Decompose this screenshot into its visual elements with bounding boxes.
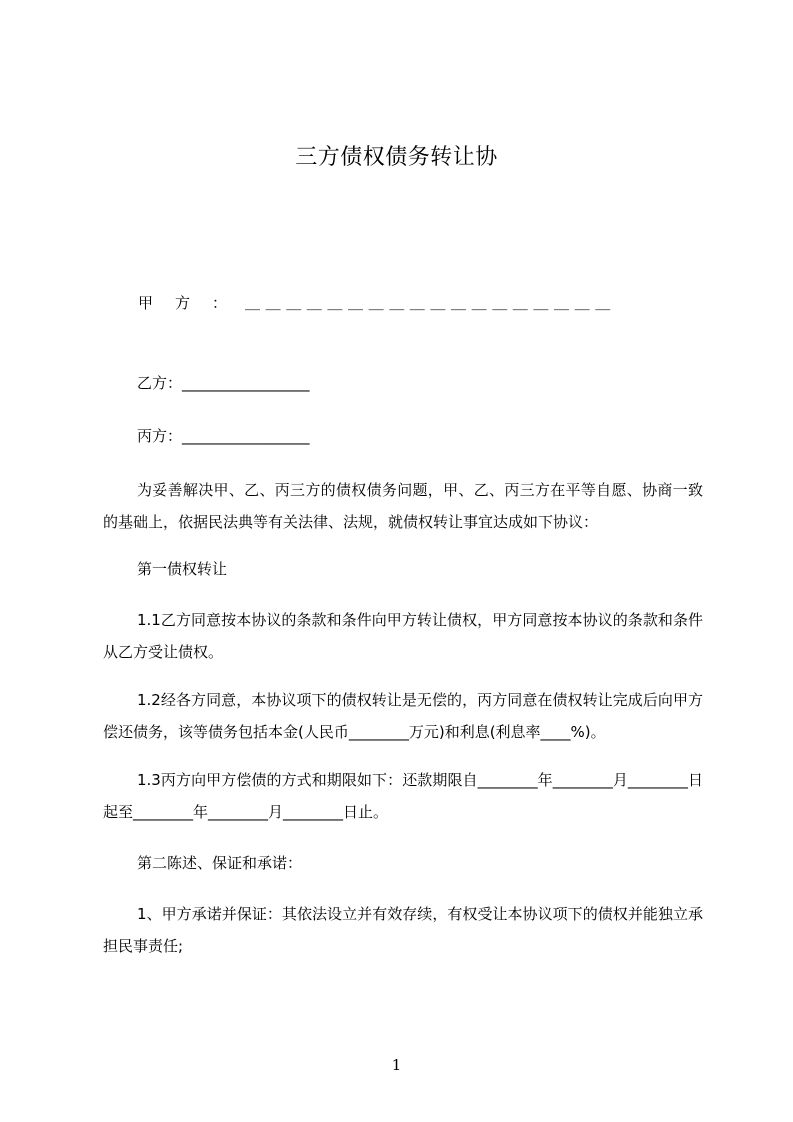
document-title: 三方债权债务转让协 [295, 145, 498, 170]
party-jia-char-2: 方 [175, 294, 191, 312]
party-jia-blank [245, 292, 705, 313]
section2-heading: 第二陈述、保证和承诺： [137, 854, 303, 872]
party-bing-line: 丙方：_________________ [137, 427, 310, 445]
party-jia-blank-text: ＿＿＿＿＿＿＿＿＿＿＿＿＿＿＿＿＿＿ [245, 294, 616, 312]
party-jia-char-1: 甲 [138, 294, 154, 312]
clause-1-3: 1.3丙方向甲方偿债的方式和期限如下：还款期限自________年________月________日起至________年________月________日止。 [103, 771, 703, 821]
party-yi-line: 乙方：_________________ [137, 374, 310, 392]
clause-1-2: 1.2经各方同意，本协议项下的债权转让是无偿的，丙方同意在债权转让完成后向甲方偿还债务，该等债务包括本金(人民币________万元)和利息(利息率____%)。 [103, 691, 703, 741]
party-jia-char-3: ： [212, 294, 228, 312]
clause-2-1: 1、甲方承诺并保证：其依法设立并有效存续，有权受让本协议项下的债权并能独立承担民事责任; [103, 905, 703, 955]
page-number: 1 [391, 1056, 402, 1074]
clause-1-1: 1.1乙方同意按本协议的条款和条件向甲方转让债权，甲方同意按本协议的条款和条件从乙方受让债权。 [103, 611, 703, 661]
intro-paragraph: 为妥善解决甲、乙、丙三方的债权债务问题，甲、乙、丙三方在平等自愿、协商一致的基础上，依据民法典等有关法律、法规，就债权转让事宜达成如下协议： [103, 481, 703, 531]
section1-heading: 第一债权转让 [137, 560, 228, 578]
